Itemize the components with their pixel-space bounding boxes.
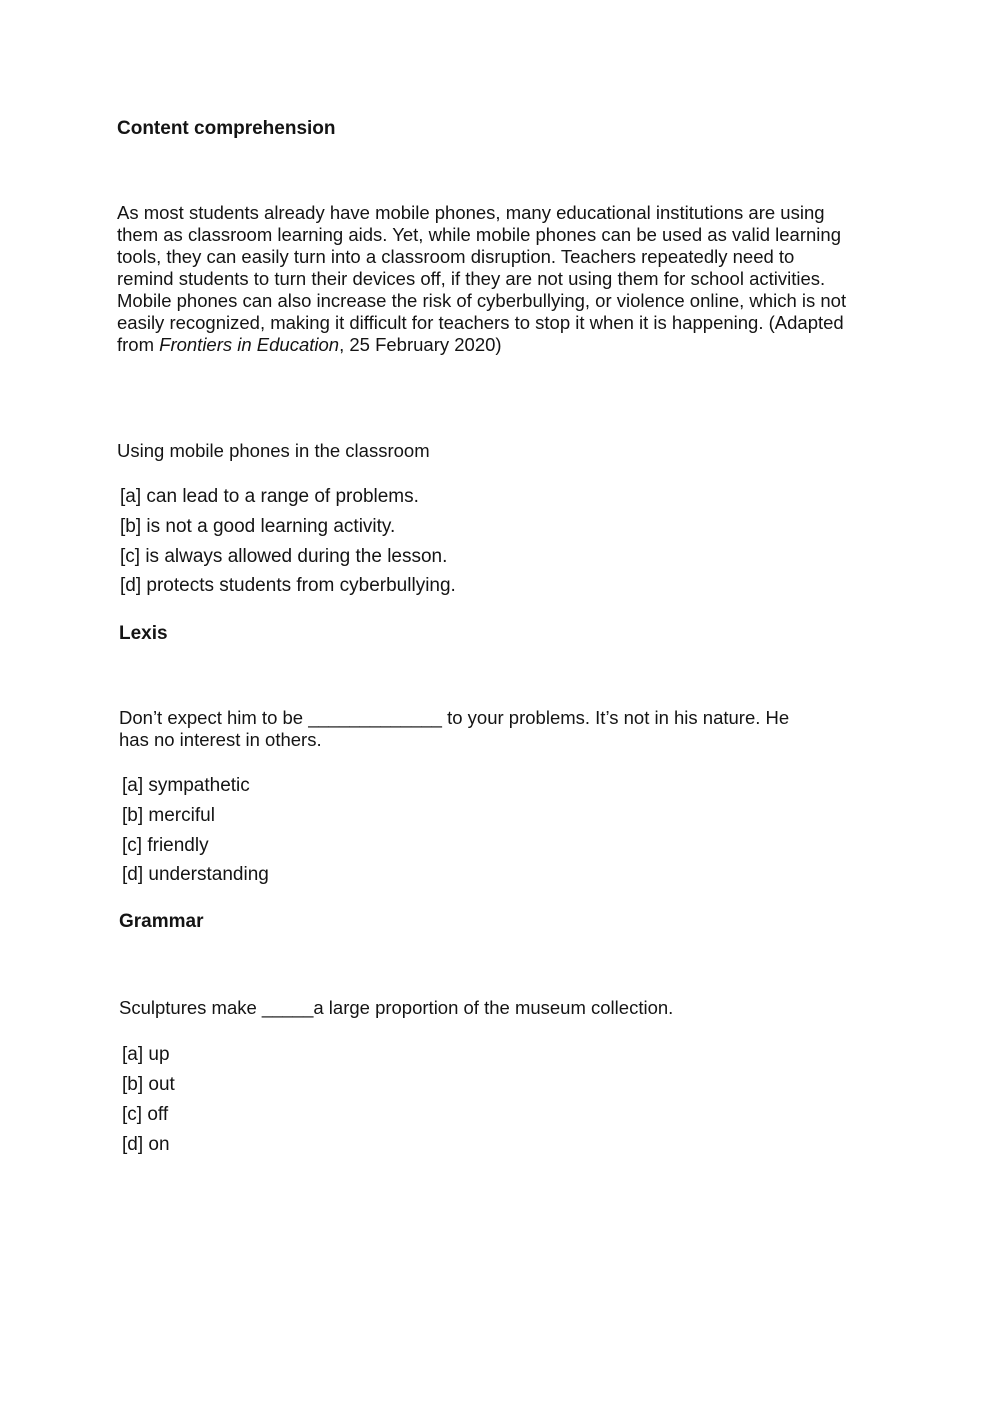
answer-option-c[interactable]: [c] is always allowed during the lesson. <box>120 546 448 567</box>
answer-option-d[interactable]: [d] understanding <box>122 864 269 885</box>
section-heading-comprehension: Content comprehension <box>117 118 336 139</box>
passage-source-date: , 25 February 2020) <box>339 334 502 355</box>
answer-option-a[interactable]: [a] up <box>122 1044 170 1065</box>
question-stem-grammar: Sculptures make _____a large proportion of the museum collection. <box>119 997 674 1018</box>
answer-option-c[interactable]: [c] off <box>122 1104 169 1125</box>
answer-option-b[interactable]: [b] merciful <box>122 805 215 826</box>
answer-option-a[interactable]: [a] sympathetic <box>122 775 250 796</box>
answer-option-d[interactable]: [d] on <box>122 1134 170 1155</box>
reading-passage <box>117 202 847 356</box>
answer-option-c[interactable]: [c] friendly <box>122 835 209 856</box>
answer-option-a[interactable]: [a] can lead to a range of problems. <box>120 486 419 507</box>
answer-option-b[interactable]: [b] is not a good learning activity. <box>120 516 396 537</box>
question-stem-lexis-line1: Don’t expect him to be _____________ to your problems. It’s not in his nature. He <box>119 707 790 728</box>
section-heading-grammar: Grammar <box>119 911 204 932</box>
section-heading-lexis: Lexis <box>119 623 168 644</box>
answer-option-b[interactable]: [b] out <box>122 1074 175 1095</box>
answer-option-d[interactable]: [d] protects students from cyberbullying. <box>120 575 456 596</box>
passage-source-title: Frontiers in Education <box>159 334 340 355</box>
question-stem-comprehension: Using mobile phones in the classroom <box>117 440 430 461</box>
question-stem-lexis-line2: has no interest in others. <box>119 729 322 750</box>
passage-text: As most students already have mobile phones, many educational institutions are using them as classroom learning aids. Yet, while mobile phones can be used as valid learning tools, they can easily turn into a classroom disruption. Teachers repeatedly need to remind students to turn their devices off, if they are not using them for school activities. Mobile phones can also increase the risk of cyberbullying, or violence online, which is not easily recognized, making it difficult for teachers to stop it when it is happening. (Adapted from <box>117 202 847 355</box>
